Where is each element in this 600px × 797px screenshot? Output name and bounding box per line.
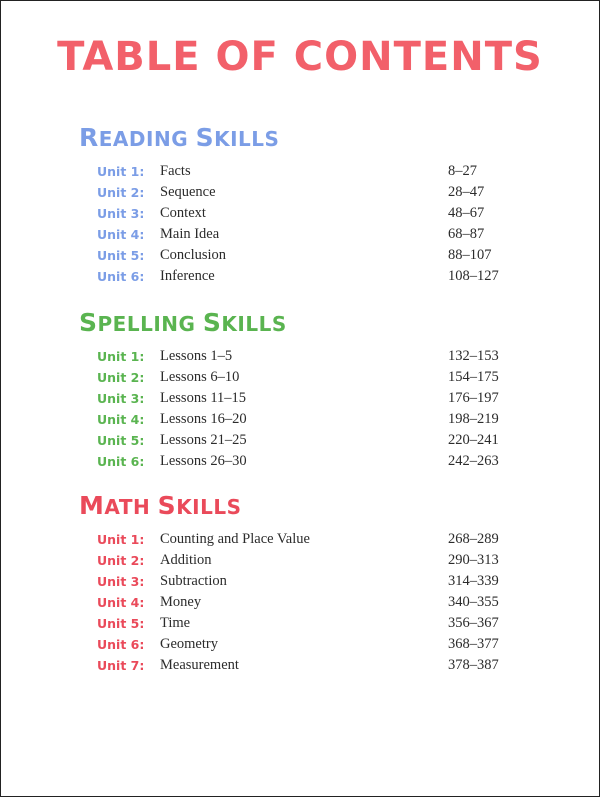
unit-pages: 368–377	[448, 636, 499, 652]
unit-label: Unit 3:	[97, 574, 145, 589]
unit-row	[79, 388, 519, 409]
unit-topic: Geometry	[160, 636, 218, 652]
section-spelling-skills	[79, 306, 519, 472]
unit-topic: Lessons 1–5	[160, 348, 233, 364]
unit-pages: 356–367	[448, 615, 499, 631]
heading-text: EADING	[98, 127, 196, 151]
unit-pages: 340–355	[448, 594, 499, 610]
unit-label: Unit 2:	[97, 553, 145, 568]
heading-text: ATH	[104, 495, 158, 519]
section-heading	[79, 489, 519, 523]
unit-pages: 154–175	[448, 369, 499, 385]
unit-pages: 242–263	[448, 453, 499, 469]
unit-label: Unit 6:	[97, 637, 145, 652]
unit-pages: 108–127	[448, 268, 499, 284]
unit-row	[79, 430, 519, 451]
unit-topic: Main Idea	[160, 226, 220, 242]
unit-row	[79, 571, 519, 592]
unit-topic: Money	[160, 594, 202, 610]
heading-text: PELLING	[97, 312, 203, 336]
unit-pages: 28–47	[448, 184, 485, 200]
unit-list	[79, 346, 519, 472]
unit-row	[79, 203, 519, 224]
heading-cap: M	[79, 491, 105, 520]
section-heading	[79, 306, 519, 340]
unit-label: Unit 7:	[97, 658, 145, 673]
unit-label: Unit 3:	[97, 206, 145, 221]
unit-row	[79, 634, 519, 655]
unit-topic: Facts	[160, 163, 191, 179]
unit-topic: Lessons 21–25	[160, 432, 247, 448]
unit-label: Unit 2:	[97, 185, 145, 200]
unit-topic: Addition	[160, 552, 212, 568]
unit-row	[79, 409, 519, 430]
unit-row	[79, 451, 519, 472]
unit-pages: 132–153	[448, 348, 499, 364]
unit-label: Unit 5:	[97, 616, 145, 631]
unit-topic: Inference	[160, 268, 215, 284]
unit-topic: Counting and Place Value	[160, 531, 310, 547]
unit-row	[79, 613, 519, 634]
heading-text: KILLS	[221, 312, 287, 336]
unit-row	[79, 367, 519, 388]
unit-row	[79, 182, 519, 203]
section-math-skills	[79, 489, 519, 676]
unit-topic: Lessons 6–10	[160, 369, 240, 385]
heading-text: KILLS	[214, 127, 280, 151]
unit-row	[79, 224, 519, 245]
unit-pages: 290–313	[448, 552, 499, 568]
unit-label: Unit 4:	[97, 595, 145, 610]
unit-label: Unit 6:	[97, 269, 145, 284]
unit-list	[79, 529, 519, 676]
section-reading-skills	[79, 121, 519, 287]
heading-cap: S	[195, 123, 215, 152]
unit-row	[79, 655, 519, 676]
unit-pages: 176–197	[448, 390, 499, 406]
section-heading	[79, 121, 519, 155]
unit-row	[79, 346, 519, 367]
unit-pages: 220–241	[448, 432, 499, 448]
unit-label: Unit 4:	[97, 227, 145, 242]
unit-topic: Conclusion	[160, 247, 227, 263]
unit-row	[79, 529, 519, 550]
unit-label: Unit 2:	[97, 370, 145, 385]
heading-text: KILLS	[176, 495, 242, 519]
unit-topic: Lessons 16–20	[160, 411, 247, 427]
unit-list	[79, 161, 519, 287]
unit-topic: Time	[160, 615, 191, 631]
unit-topic: Sequence	[160, 184, 216, 200]
unit-row	[79, 266, 519, 287]
unit-label: Unit 1:	[97, 164, 145, 179]
unit-topic: Lessons 11–15	[160, 390, 247, 406]
unit-label: Unit 5:	[97, 248, 145, 263]
unit-pages: 378–387	[448, 657, 499, 673]
unit-topic: Measurement	[160, 657, 239, 673]
unit-row	[79, 245, 519, 266]
heading-cap: R	[79, 123, 99, 152]
unit-pages: 314–339	[448, 573, 499, 589]
unit-topic: Subtraction	[160, 573, 227, 589]
unit-topic: Lessons 26–30	[160, 453, 247, 469]
heading-cap: S	[79, 308, 98, 337]
unit-row	[79, 550, 519, 571]
unit-label: Unit 5:	[97, 433, 145, 448]
unit-topic: Context	[160, 205, 206, 221]
unit-row	[79, 161, 519, 182]
unit-pages: 88–107	[448, 247, 492, 263]
unit-label: Unit 6:	[97, 454, 145, 469]
unit-pages: 8–27	[448, 163, 477, 179]
unit-pages: 198–219	[448, 411, 499, 427]
unit-label: Unit 4:	[97, 412, 145, 427]
unit-label: Unit 1:	[97, 349, 145, 364]
unit-pages: 68–87	[448, 226, 485, 242]
unit-pages: 48–67	[448, 205, 485, 221]
heading-cap: S	[202, 308, 222, 337]
heading-cap: S	[157, 491, 177, 520]
unit-pages: 268–289	[448, 531, 499, 547]
unit-label: Unit 1:	[97, 532, 145, 547]
unit-label: Unit 3:	[97, 391, 145, 406]
unit-row	[79, 592, 519, 613]
page-title: TABLE OF CONTENTS	[57, 34, 543, 80]
